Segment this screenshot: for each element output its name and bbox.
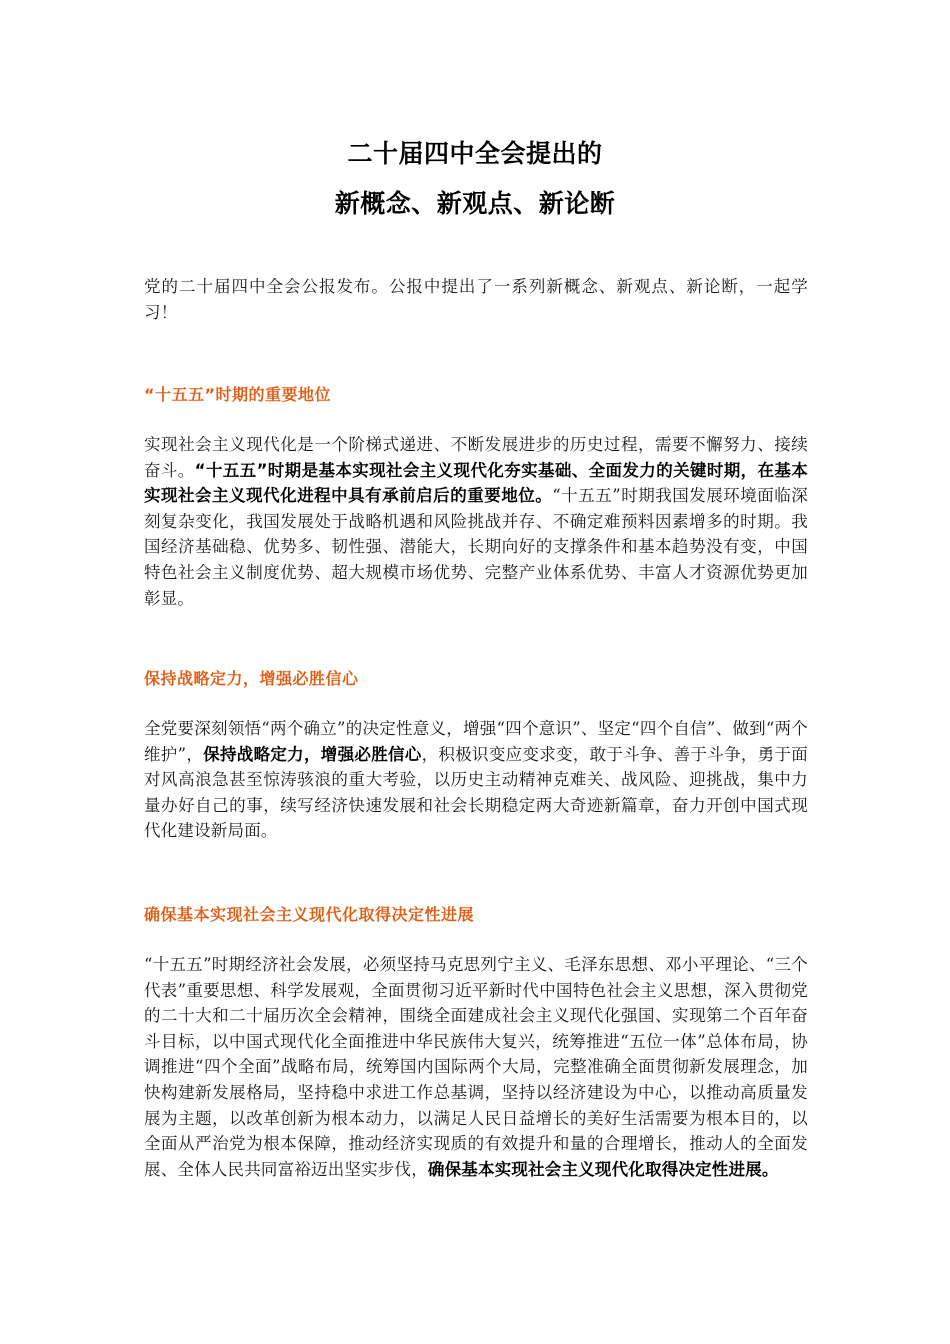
document-title-line-2: 新概念、新观点、新论断 bbox=[334, 189, 616, 218]
section-paragraph-2 bbox=[144, 716, 808, 844]
paragraph-bold-text: “十五五”时期是基本实现社会主义现代化夯实基础、全面发力的关键时期，在基本实现社会主义现代化进程中具有承前启后的重要地位。 bbox=[144, 460, 808, 506]
section-heading-2: 保持战略定力，增强必胜信心 bbox=[144, 669, 359, 688]
paragraph-text: “十五五”时期我国发展环境面临深刻复杂变化，我国发展处于战略机遇和风险挑战并存、不确定难预料因素增多的时期。我国经济基础稳、优势多、韧性强、潜能大，长期向好的支撑条件和基本趋势没有变，中国特色社会主义制度优势、超大规模市场优势、完整产业体系优势、丰富人才资源优势更加彰显。 bbox=[144, 486, 808, 608]
section-paragraph-1 bbox=[144, 432, 808, 611]
section-heading-1: “十五五”时期的重要地位 bbox=[144, 385, 332, 404]
section-heading-3: 确保基本实现社会主义现代化取得决定性进展 bbox=[144, 905, 475, 924]
intro-paragraph: 党的二十届四中全会公报发布。公报中提出了一系列新概念、新观点、新论断，一起学习！ bbox=[144, 277, 808, 322]
paragraph-bold-text: 保持战略定力，增强必胜信心 bbox=[203, 744, 422, 764]
paragraph-bold-text: 确保基本实现社会主义现代化取得决定性进展。 bbox=[427, 1159, 779, 1179]
document-title-line-1: 二十届四中全会提出的 bbox=[347, 139, 603, 168]
section-paragraph-3 bbox=[144, 952, 808, 1182]
paragraph-text: 全党要深刻领悟“两个确立”的决定性意义，增强“四个意识”、坚定“四个自信”、做到“两个维护”， bbox=[144, 719, 808, 764]
paragraph-text: “十五五”时期经济社会发展，必须坚持马克思列宁主义、毛泽东思想、邓小平理论、“三个代表”重要思想、科学发展观，全面贯彻习近平新时代中国特色社会主义思想，深入贯彻党的二十大和二十届历次全会精神，围绕全面建成社会主义现代化强国、实现第二个百年奋斗目标，以中国式现代化全面推进中华民族伟大复兴，统筹推进“五位一体”总体布局，协调推进“四个全面”战略布局，统筹国内国际两个大局，完整准确全面贯彻新发展理念，加快构建新发展格局，坚持稳中求进工作总基调，坚持以经济建设为中心，以推动高质量发展为主题，以改革创新为根本动力，以满足人民日益增长的美好生活需要为根本目的，以全面从严治党为根本保障，推动经济实现质的有效提升和量的合理增长，推动人的全面发展、全体人民共同富裕迈出坚实步伐， bbox=[144, 955, 808, 1179]
paragraph-text: 实现社会主义现代化是一个阶梯式递进、不断发展进步的历史过程，需要不懈努力、接续奋斗。 bbox=[144, 435, 808, 480]
paragraph-text: ，积极识变应变求变，敢于斗争、善于斗争，勇于面对风高浪急甚至惊涛骇浪的重大考验，以历史主动精神克难关、战风险、迎挑战，集中力量办好自己的事，续写经济快速发展和社会长期稳定两大奇迹新篇章，奋力开创中国式现代化建设新局面。 bbox=[144, 744, 808, 841]
